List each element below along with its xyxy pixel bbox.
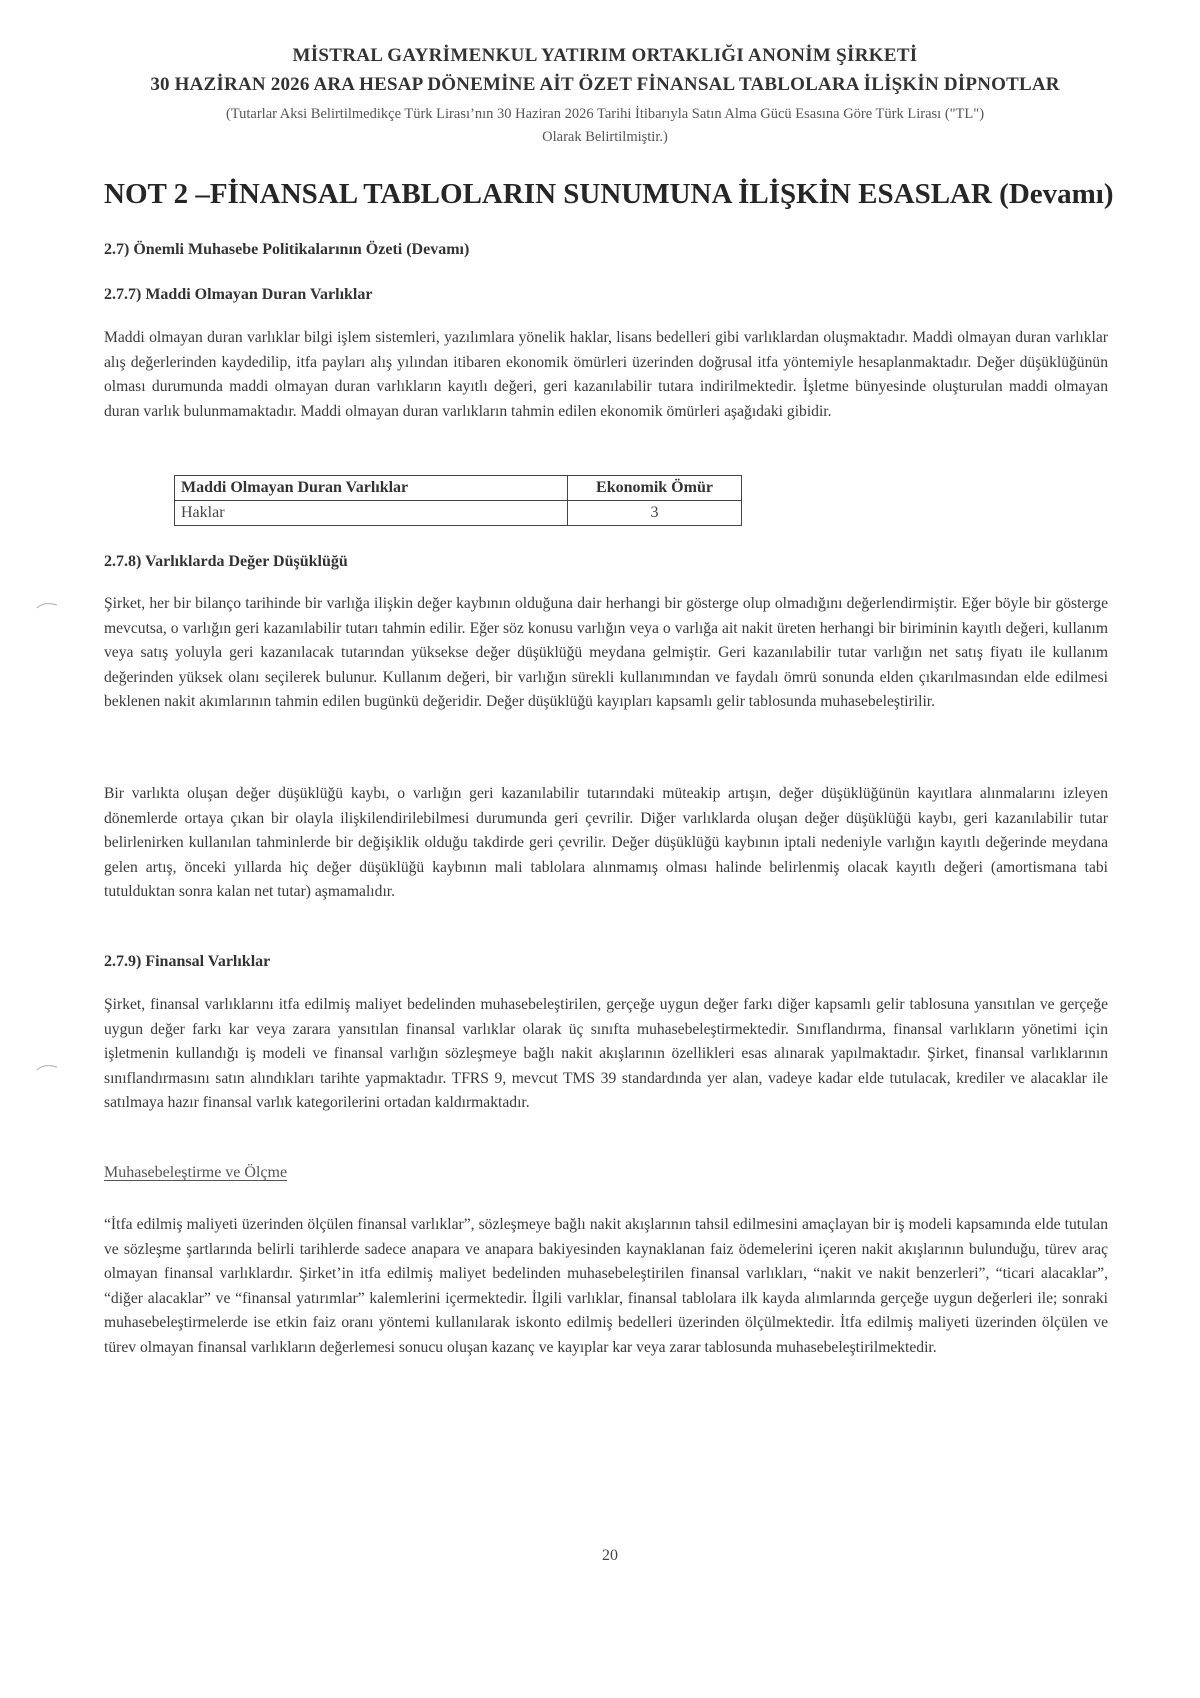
financial-assets-paragraph: Şirket, finansal varlıklarını itfa edilmiş maliyet bedelinden muhasebeleştirilen, gerçeğe uygun değer farkı diğer kapsamlı gelir tablosuna yansıtılan ve gerçeğe uygun değer farkı kar veya zarara yansıtılan finansal varlıklar olarak üç sınıfta muhasebeleştirmektedir. Sınıflandırma, finansal varlıkların yönetimi için işletmenin kullandığı iş modeli ve finansal varlığın sözleşmeye bağlı nakit akışlarının özellikleri esas alınarak yapılmaktadır. Şirket, finansal varlıklarının sınıflandırmasını satın alındıkları tarihte yapmaktadır. TFRS 9, mevcut TMS 39 standardında yer alan, vadeye kadar elde tutulacak, krediler ve alacaklar ile satılmaya hazır finansal varlık kategorilerini ortadan kaldırmaktadır. (104, 996, 1108, 1111)
table-cell-asset: Haklar (175, 501, 568, 526)
amortized-cost-paragraph: “İtfa edilmiş maliyeti üzerinden ölçülen finansal varlıklar”, sözleşmeye bağlı nakit akışlarının tahsil edilmesini amaçlayan bir iş modeli kapsamında elde tutulan ve sözleşme şartlarında belirli tarihlerde sadece anapara ve anapara bakiyesinden kaynaklanan faiz ödemelerini içeren nakit akışlarının bulunduğu, türev araç olmayan finansal varlıklardır. Şirket’in itfa edilmiş maliyet bedelinden muhasebeleştirilen finansal varlıkları, “nakit ve nakit benzerleri”, “ticari alacaklar”, “diğer alacaklar” ve “finansal yatırımlar” kalemlerini içermektedir. İlgili varlıklar, finansal tablolara ilk kayda alımlarında gerçeğe uygun değerleri ile; sonraki muhasebeleştirmelerde ise etkin faiz oranı yöntemi kullanılarak iskonto edilmiş bedelleri üzerinden ölçülmektedir. İtfa edilmiş maliyeti üzerinden ölçülen ve türev olmayan finansal varlıkların değerlemesi sonucu oluşan kazanç ve kayıplar kar veya zarar tablosunda muhasebeleştirilmektedir. (104, 1216, 1108, 1356)
section-2-7-8-heading: 2.7.8) Varlıklarda Değer Düşüklüğü (104, 553, 348, 570)
currency-note (100, 103, 1110, 149)
company-name: MİSTRAL GAYRİMENKUL YATIRIM ORTAKLIĞI ANONİM ŞİRKETİ (292, 45, 918, 66)
section-2-7-heading: 2.7) Önemli Muhasebe Politikalarının Özeti (Devamı) (104, 241, 470, 258)
economic-life-table (174, 475, 742, 526)
section-2-7-7-heading: 2.7.7) Maddi Olmayan Duran Varlıklar (104, 286, 373, 303)
table-header-asset: Maddi Olmayan Duran Varlıklar (175, 476, 568, 501)
table-header-row (175, 476, 742, 501)
scan-margin-mark (36, 1062, 58, 1072)
currency-note-line-1: (Tutarlar Aksi Belirtilmedikçe Türk Lirası’nın 30 Haziran 2026 Tarihi İtibarıyla Satın Alma Gücü Esasına Göre Türk Lirası ("TL") (225, 106, 985, 122)
table-row (175, 501, 742, 526)
impairment-paragraph-2: Bir varlıkta oluşan değer düşüklüğü kaybı, o varlığın geri kazanılabilir tutarındaki müteakip artışın, değer düşüklüğünün kayıtlara alınmalarını izleyen dönemlerde ortaya çıkan bir olayla ilişkilendirilebilmesi durumunda geri çevrilir. Diğer varlıklarda oluşan değer düşüklüğü kaybı, geri kazanılabilir tutar belirlenirken kullanılan tahminlerde bir değişiklik olduğu takdirde geri çevrilir. Değer düşüklüğü kaybının iptali nedeniyle varlığın kayıtlı değerinde meydana gelen artış, önceki yıllarda hiç değer düşüklüğü kaybının mali tablolara alınmamış olması halinde belirlenmiş olacak kayıtlı değeri (amortismana tabi tutulduktan sonra kalan net tutar) aşmamalıdır. (104, 785, 1108, 900)
report-period-title: 30 HAZİRAN 2026 ARA HESAP DÖNEMİNE AİT ÖZET FİNANSAL TABLOLARA İLİŞKİN DİPNOTLAR (150, 74, 1060, 95)
table-header-life: Ekonomik Ömür (568, 476, 742, 501)
page-number: 20 (602, 1547, 618, 1564)
impairment-paragraph-1: Şirket, her bir bilanço tarihinde bir varlığa ilişkin değer kaybının olduğuna dair herhangi bir gösterge olup olmadığını değerlendirmiştir. Eğer böyle bir gösterge mevcutsa, o varlığın geri kazanılabilir tutarı tahmin edilir. Eğer söz konusu varlığın veya o varlığa ait nakit üreten herhangi bir biriminin kayıtlı değeri, kullanım veya satış yoluyla geri kazanılacak tutarından yüksekse değer düşüklüğü meydana gelmiştir. Geri kazanılabilir tutar varlığın net satış fiyatı ile kullanım değerinden yüksek olanı seçilerek bulunur. Kullanım değeri, bir varlığın sürekli kullanımından ve faydalı ömrü sonunda elden çıkarılmasından elde edilmesi beklenen nakit akımlarının tahmin edilen bugünkü değeridir. Değer düşüklüğü kayıpları kapsamlı gelir tablosunda muhasebeleştirilir. (104, 595, 1108, 710)
recognition-measurement-subheading: Muhasebeleştirme ve Ölçme (104, 1164, 288, 1181)
table-cell-life: 3 (568, 501, 742, 526)
scan-margin-mark (36, 600, 58, 610)
note-heading: NOT 2 –FİNANSAL TABLOLARIN SUNUMUNA İLİŞKİN ESASLAR (Devamı) (104, 178, 1114, 210)
currency-note-line-2: Olarak Belirtilmiştir.) (542, 129, 668, 145)
section-2-7-9-heading: 2.7.9) Finansal Varlıklar (104, 953, 271, 970)
intangible-assets-paragraph: Maddi olmayan duran varlıklar bilgi işlem sistemleri, yazılımlara yönelik haklar, lisans bedelleri gibi varlıklardan oluşmaktadır. Maddi olmayan duran varlıklar alış değerlerinden kaydedilip, itfa payları alış yılından itibaren ekonomik ömürleri üzerinden doğrusal itfa yöntemiyle hesaplanmaktadır. Değer düşüklüğünün olması durumunda maddi olmayan duran varlıkların kayıtlı değeri, geri kazanılabilir tutara indirilmektedir. İşletme bünyesinde oluşturulan maddi olmayan duran varlık bulunmamaktadır. Maddi olmayan duran varlıkların tahmin edilen ekonomik ömürleri aşağıdaki gibidir. (104, 329, 1108, 420)
